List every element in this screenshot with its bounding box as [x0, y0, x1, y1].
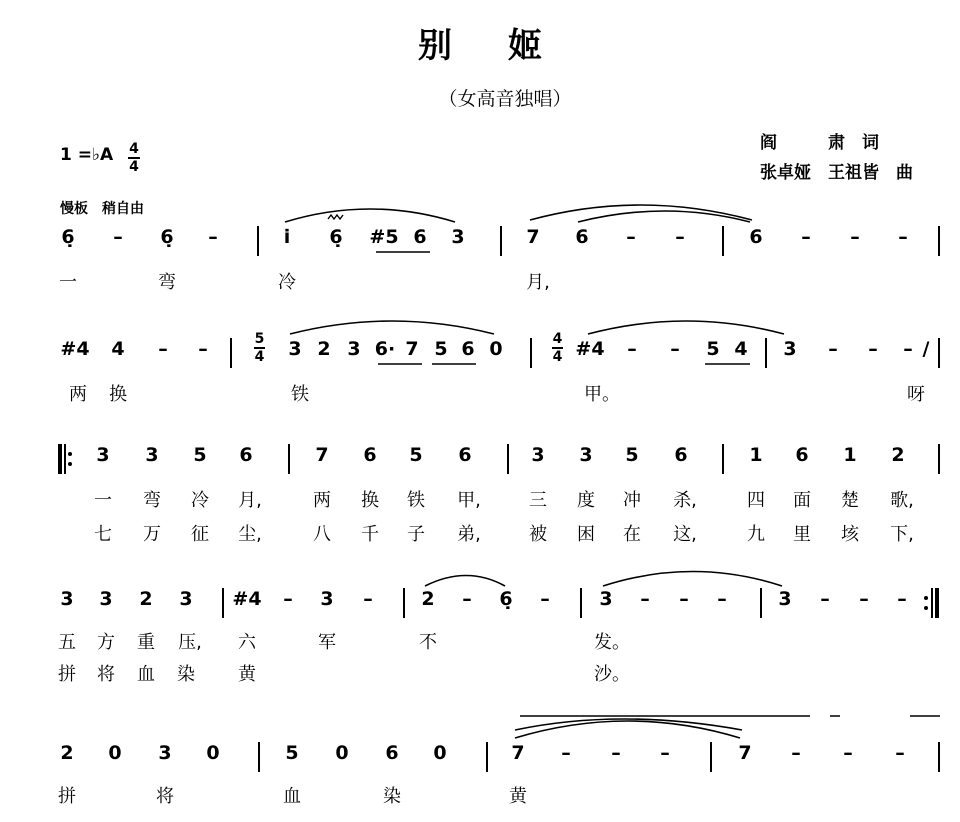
note: 6̣ [499, 588, 513, 610]
lyric: 重 [137, 632, 155, 653]
note: 0 [489, 338, 503, 360]
lyric: 弟, [457, 524, 481, 545]
lyric: 发。 [594, 632, 630, 653]
note: – [898, 226, 908, 248]
note: – [843, 742, 853, 764]
lyric: 子 [407, 524, 425, 545]
note: 6 [749, 226, 763, 248]
lyric: 甲, [457, 490, 481, 511]
note: – [660, 742, 670, 764]
note: 2 [139, 588, 153, 610]
slur [588, 321, 784, 334]
lyric: 染 [177, 664, 195, 685]
lyric: 月, [526, 272, 550, 293]
note: – [158, 338, 168, 360]
note: #4 [60, 338, 90, 360]
note: 6̣ [61, 226, 75, 248]
note: 3 [451, 226, 465, 248]
note: – [820, 588, 830, 610]
note: 3 [347, 338, 361, 360]
note: 7 [315, 444, 329, 466]
note: – [897, 588, 907, 610]
note: 0 [433, 742, 447, 764]
slur [578, 211, 750, 222]
lyricist-credit: 阎 肃 词 [760, 133, 879, 153]
composer-credit: 张卓娅 王祖皆 曲 [760, 163, 913, 183]
lyric: 下, [890, 524, 914, 545]
note: – [679, 588, 689, 610]
note: – [363, 588, 373, 610]
note: 4 [111, 338, 125, 360]
tempo-marking: 慢板 稍自由 [60, 201, 144, 217]
lyric: 一 [59, 272, 77, 293]
note: – [868, 338, 878, 360]
note: – [791, 742, 801, 764]
lyric: 血 [283, 786, 301, 807]
trill-mark [328, 215, 343, 219]
note: 3 [60, 588, 74, 610]
note: 3 [783, 338, 797, 360]
key-signature: 1 =♭A [60, 145, 114, 165]
note: i̇ [283, 226, 291, 248]
note: – [850, 226, 860, 248]
song-title: 别姬 [418, 26, 598, 66]
note: 6 [363, 444, 377, 466]
note: – [801, 226, 811, 248]
note: 3 [579, 444, 593, 466]
lyric: 换 [361, 490, 379, 511]
note: 3 [145, 444, 159, 466]
lyric: 垓 [841, 524, 859, 545]
note: 4 [734, 338, 748, 360]
note: 7 [738, 742, 752, 764]
lyric: 不 [419, 632, 437, 653]
note: – [208, 226, 218, 248]
meter-change-4-4: 4 4 [552, 331, 563, 365]
lyric: 拼 [58, 786, 76, 807]
note: 5 [285, 742, 299, 764]
lyric: 两 [69, 384, 87, 405]
lyric: 黄 [509, 786, 527, 807]
note: 6 [413, 226, 427, 248]
note: – [903, 338, 913, 360]
note: 3 [288, 338, 302, 360]
lyric: 军 [318, 632, 336, 653]
lyric: 两 [313, 490, 331, 511]
note: 0 [108, 742, 122, 764]
note: 5 [409, 444, 423, 466]
lyric: 将 [97, 664, 115, 685]
note: 3 [320, 588, 334, 610]
note: #4 [575, 338, 605, 360]
lyric: 六 [238, 632, 256, 653]
note: 3 [778, 588, 792, 610]
lyric: 换 [109, 384, 127, 405]
song-subtitle: （女高音独唱） [438, 88, 572, 110]
lyric: 千 [361, 524, 379, 545]
meter-change-5-4: 5 4 [254, 331, 265, 365]
slur [603, 572, 782, 587]
note: – [828, 338, 838, 360]
lyric: 九 [747, 524, 765, 545]
slur [290, 321, 494, 334]
lyric: 一 [94, 490, 112, 511]
slur [285, 209, 455, 222]
lyric: 困 [577, 524, 595, 545]
note: 2 [421, 588, 435, 610]
lyric: 将 [156, 786, 174, 807]
note: – [198, 338, 208, 360]
note: 5 [625, 444, 639, 466]
note: 6 [239, 444, 253, 466]
note: – [640, 588, 650, 610]
lyric: 五 [58, 632, 76, 653]
lyric: 被 [529, 524, 547, 545]
lyric: 四 [747, 490, 765, 511]
note: 7 [405, 338, 419, 360]
note: – [670, 338, 680, 360]
note: – [540, 588, 550, 610]
note: – [717, 588, 727, 610]
note: 3 [599, 588, 613, 610]
lyric: 万 [143, 524, 161, 545]
lyric: 楚 [841, 490, 859, 511]
lyric: 在 [623, 524, 641, 545]
lyric: 铁 [291, 384, 309, 405]
note: 6 [575, 226, 589, 248]
lyric: 八 [313, 524, 331, 545]
lyric: 血 [137, 664, 155, 685]
note: 7 [511, 742, 525, 764]
lyric: 染 [383, 786, 401, 807]
note: 5 [193, 444, 207, 466]
note: 5 [434, 338, 448, 360]
lyric: 七 [94, 524, 112, 545]
note: 6 [385, 742, 399, 764]
note: 6 [458, 444, 472, 466]
note: – [283, 588, 293, 610]
lyric: 弯 [143, 490, 161, 511]
lyric: 这, [673, 524, 697, 545]
lyric: 沙。 [594, 664, 630, 685]
note: 6̣ [329, 226, 343, 248]
note: #4 [232, 588, 262, 610]
lyric: 黄 [238, 664, 256, 685]
note: – [626, 226, 636, 248]
lyric: 呀 [907, 384, 925, 405]
lyric: 甲。 [584, 384, 620, 405]
lyric: 度 [577, 490, 595, 511]
lyric: 歌, [890, 490, 914, 511]
slur [425, 576, 505, 587]
lyric: 里 [793, 524, 811, 545]
time-signature-denominator: 4 [129, 159, 139, 175]
note: – [611, 742, 621, 764]
note: 2 [317, 338, 331, 360]
lyric: 月, [238, 490, 262, 511]
lyric: 面 [793, 490, 811, 511]
note: 3 [531, 444, 545, 466]
note: – [895, 742, 905, 764]
lyric: 压, [178, 632, 202, 653]
note: 6· [374, 338, 396, 360]
note: – [561, 742, 571, 764]
note: 0 [335, 742, 349, 764]
lyric: 尘, [238, 524, 262, 545]
lyric: 方 [97, 632, 115, 653]
note: – [675, 226, 685, 248]
note: – [627, 338, 637, 360]
note: – [462, 588, 472, 610]
lyric: 冷 [278, 272, 296, 293]
breath-mark: / [922, 338, 930, 360]
lyric: 拼 [58, 664, 76, 685]
note: 0 [206, 742, 220, 764]
note: – [113, 226, 123, 248]
lyric: 征 [191, 524, 209, 545]
note: 3 [96, 444, 110, 466]
note: 1 [843, 444, 857, 466]
note: 3 [99, 588, 113, 610]
note: #5 [369, 226, 399, 248]
note: 5 [706, 338, 720, 360]
lyric: 铁 [407, 490, 425, 511]
lyric: 冲 [623, 490, 641, 511]
note: 6 [795, 444, 809, 466]
lyric: 冷 [191, 490, 209, 511]
time-signature-numerator: 4 [129, 141, 139, 157]
note: 2 [891, 444, 905, 466]
lyric: 弯 [158, 272, 176, 293]
note: 2 [60, 742, 74, 764]
lyric: 三 [529, 490, 547, 511]
note: 3 [179, 588, 193, 610]
note: 7 [526, 226, 540, 248]
note: 1 [749, 444, 763, 466]
note: 6̣ [160, 226, 174, 248]
note: 3 [158, 742, 172, 764]
lyric: 杀, [673, 490, 697, 511]
note: – [859, 588, 869, 610]
note: 6 [674, 444, 688, 466]
note: 6 [461, 338, 475, 360]
